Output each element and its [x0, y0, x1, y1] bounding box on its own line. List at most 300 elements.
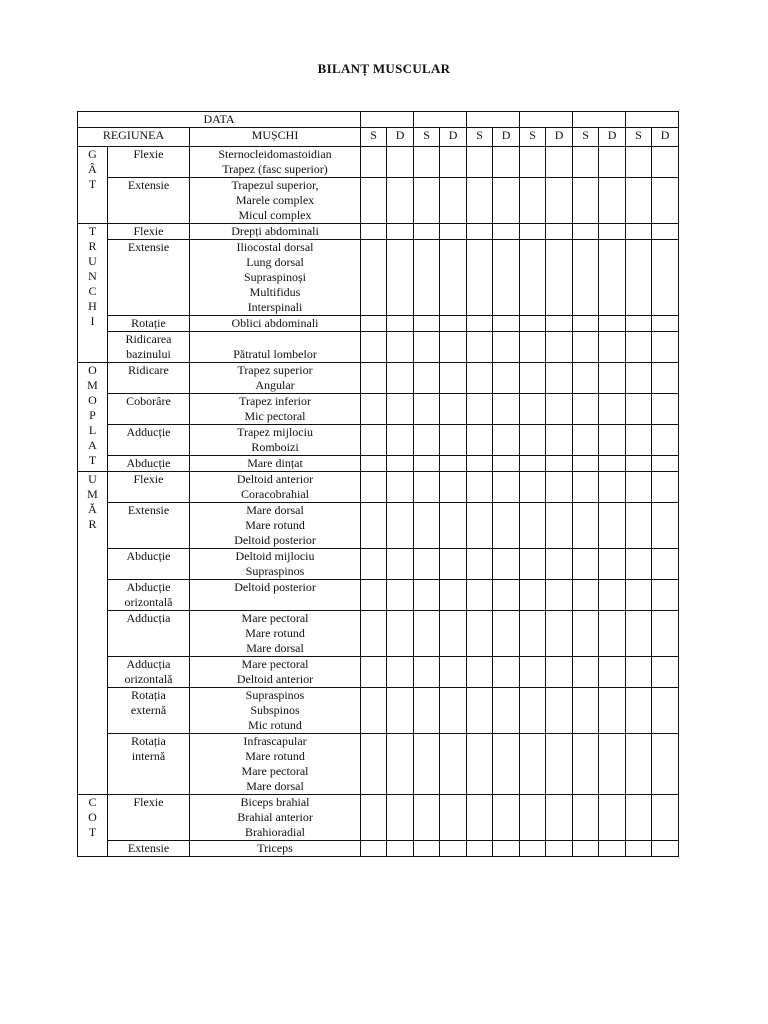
score-cell[interactable] — [361, 841, 387, 857]
date-cell[interactable] — [520, 112, 573, 128]
score-cell[interactable] — [520, 580, 546, 611]
score-cell[interactable] — [573, 472, 599, 503]
score-cell[interactable] — [599, 456, 626, 472]
score-cell[interactable] — [626, 688, 652, 734]
score-cell[interactable] — [652, 795, 679, 841]
score-cell[interactable] — [493, 224, 520, 240]
table-row — [78, 611, 679, 657]
score-cell[interactable] — [573, 688, 599, 734]
score-cell[interactable] — [626, 332, 652, 363]
score-cell[interactable] — [573, 611, 599, 657]
score-cell[interactable] — [520, 224, 546, 240]
score-cell[interactable] — [493, 841, 520, 857]
score-cell[interactable] — [467, 332, 493, 363]
score-cell[interactable] — [520, 734, 546, 795]
score-cell[interactable] — [440, 503, 467, 549]
score-cell[interactable] — [387, 841, 414, 857]
score-cell[interactable] — [493, 472, 520, 503]
score-cell[interactable] — [387, 332, 414, 363]
score-cell[interactable] — [414, 363, 440, 394]
side-label: D — [599, 128, 626, 147]
score-cell[interactable] — [414, 394, 440, 425]
score-cell[interactable] — [361, 549, 387, 580]
score-cell[interactable] — [493, 795, 520, 841]
score-cell[interactable] — [573, 394, 599, 425]
score-cell[interactable] — [387, 657, 414, 688]
movement-label — [108, 147, 190, 178]
score-cell[interactable] — [573, 363, 599, 394]
score-cell[interactable] — [414, 472, 440, 503]
score-cell[interactable] — [573, 316, 599, 332]
score-cell[interactable] — [520, 456, 546, 472]
movement-text: orizontală — [124, 672, 173, 686]
score-cell[interactable] — [467, 224, 493, 240]
score-cell[interactable] — [414, 224, 440, 240]
score-cell[interactable] — [520, 841, 546, 857]
date-cell[interactable] — [626, 112, 679, 128]
score-cell[interactable] — [599, 394, 626, 425]
score-cell[interactable] — [414, 657, 440, 688]
muscle-name: Romboizi — [251, 440, 299, 454]
score-cell[interactable] — [440, 734, 467, 795]
score-cell[interactable] — [440, 394, 467, 425]
score-cell[interactable] — [440, 363, 467, 394]
muscle-name: Iliocostal dorsal — [236, 240, 314, 254]
score-cell[interactable] — [440, 688, 467, 734]
score-cell[interactable] — [440, 316, 467, 332]
score-cell[interactable] — [361, 734, 387, 795]
score-cell[interactable] — [361, 224, 387, 240]
score-cell[interactable] — [467, 316, 493, 332]
table-row — [78, 456, 679, 472]
score-cell[interactable] — [387, 425, 414, 456]
score-cell[interactable] — [546, 240, 573, 316]
score-cell[interactable] — [652, 224, 679, 240]
score-cell[interactable] — [546, 657, 573, 688]
score-cell[interactable] — [493, 240, 520, 316]
score-cell[interactable] — [546, 795, 573, 841]
score-cell[interactable] — [493, 456, 520, 472]
score-cell[interactable] — [546, 841, 573, 857]
score-cell[interactable] — [493, 503, 520, 549]
region-letter: A — [88, 438, 97, 452]
score-cell[interactable] — [493, 332, 520, 363]
score-cell[interactable] — [626, 456, 652, 472]
region-letter: Ă — [88, 502, 97, 516]
score-cell[interactable] — [520, 549, 546, 580]
score-cell[interactable] — [467, 456, 493, 472]
muscle-name: Lung dorsal — [246, 255, 304, 269]
score-cell[interactable] — [573, 224, 599, 240]
score-cell[interactable] — [652, 549, 679, 580]
score-cell[interactable] — [361, 795, 387, 841]
score-cell[interactable] — [387, 456, 414, 472]
score-cell[interactable] — [573, 332, 599, 363]
score-cell[interactable] — [520, 425, 546, 456]
score-cell[interactable] — [361, 503, 387, 549]
score-cell[interactable] — [626, 425, 652, 456]
score-cell[interactable] — [361, 688, 387, 734]
score-cell[interactable] — [626, 549, 652, 580]
muscle-name: Deltoid anterior — [236, 472, 314, 486]
region-label — [78, 147, 108, 224]
score-cell[interactable] — [599, 549, 626, 580]
score-cell[interactable] — [467, 394, 493, 425]
score-cell[interactable] — [626, 224, 652, 240]
score-cell[interactable] — [467, 147, 493, 178]
score-cell[interactable] — [440, 657, 467, 688]
score-cell[interactable] — [652, 503, 679, 549]
score-cell[interactable] — [440, 456, 467, 472]
score-cell[interactable] — [626, 611, 652, 657]
score-cell[interactable] — [361, 425, 387, 456]
score-cell[interactable] — [414, 688, 440, 734]
score-cell[interactable] — [467, 841, 493, 857]
score-cell[interactable] — [414, 841, 440, 857]
score-cell[interactable] — [414, 178, 440, 224]
score-cell[interactable] — [652, 316, 679, 332]
score-cell[interactable] — [361, 472, 387, 503]
header-row-data — [78, 112, 679, 128]
score-cell[interactable] — [361, 363, 387, 394]
score-cell[interactable] — [546, 688, 573, 734]
score-cell[interactable] — [599, 332, 626, 363]
score-cell[interactable] — [626, 178, 652, 224]
score-cell[interactable] — [599, 688, 626, 734]
score-cell[interactable] — [467, 795, 493, 841]
movement-text: Abducție — [126, 549, 171, 563]
score-cell[interactable] — [573, 178, 599, 224]
score-cell[interactable] — [652, 580, 679, 611]
score-cell[interactable] — [626, 795, 652, 841]
score-cell[interactable] — [440, 240, 467, 316]
score-cell[interactable] — [599, 611, 626, 657]
muscle-name: Biceps brahial — [240, 795, 310, 809]
score-cell[interactable] — [467, 580, 493, 611]
region-letter: N — [88, 269, 97, 283]
score-cell[interactable] — [387, 611, 414, 657]
score-cell[interactable] — [467, 178, 493, 224]
score-cell[interactable] — [493, 363, 520, 394]
score-cell[interactable] — [493, 425, 520, 456]
score-cell[interactable] — [387, 316, 414, 332]
score-cell[interactable] — [387, 394, 414, 425]
score-cell[interactable] — [414, 795, 440, 841]
score-cell[interactable] — [467, 240, 493, 316]
muscle-list — [190, 611, 361, 657]
score-cell[interactable] — [387, 580, 414, 611]
score-cell[interactable] — [387, 734, 414, 795]
score-cell[interactable] — [546, 224, 573, 240]
score-cell[interactable] — [387, 688, 414, 734]
score-cell[interactable] — [626, 363, 652, 394]
score-cell[interactable] — [520, 316, 546, 332]
score-cell[interactable] — [546, 503, 573, 549]
score-cell[interactable] — [652, 734, 679, 795]
score-cell[interactable] — [652, 363, 679, 394]
score-cell[interactable] — [493, 549, 520, 580]
score-cell[interactable] — [387, 178, 414, 224]
score-cell[interactable] — [573, 734, 599, 795]
score-cell[interactable] — [626, 580, 652, 611]
score-cell[interactable] — [414, 147, 440, 178]
score-cell[interactable] — [652, 178, 679, 224]
score-cell[interactable] — [493, 580, 520, 611]
score-cell[interactable] — [626, 503, 652, 549]
muscle-name: Trapez superior — [237, 363, 313, 377]
date-cell[interactable] — [573, 112, 626, 128]
score-cell[interactable] — [414, 549, 440, 580]
score-cell[interactable] — [493, 178, 520, 224]
date-cell[interactable] — [467, 112, 520, 128]
muscle-name: Mare dorsal — [246, 641, 304, 655]
score-cell[interactable] — [573, 549, 599, 580]
score-cell[interactable] — [599, 472, 626, 503]
score-cell[interactable] — [546, 456, 573, 472]
score-cell[interactable] — [599, 425, 626, 456]
score-cell[interactable] — [361, 316, 387, 332]
score-cell[interactable] — [414, 580, 440, 611]
score-cell[interactable] — [573, 580, 599, 611]
score-cell[interactable] — [573, 147, 599, 178]
score-cell[interactable] — [440, 224, 467, 240]
region-letter: T — [88, 453, 97, 467]
score-cell[interactable] — [599, 240, 626, 316]
movement-label — [108, 503, 190, 549]
score-cell[interactable] — [626, 394, 652, 425]
score-cell[interactable] — [361, 611, 387, 657]
score-cell[interactable] — [493, 611, 520, 657]
score-cell[interactable] — [467, 363, 493, 394]
movement-text: internă — [131, 749, 166, 763]
score-cell[interactable] — [414, 611, 440, 657]
region-letter: M — [87, 378, 98, 392]
muscle-list — [190, 316, 361, 332]
muscle-list — [190, 240, 361, 316]
movement-text: orizontală — [124, 595, 173, 609]
score-cell[interactable] — [626, 316, 652, 332]
score-cell[interactable] — [467, 425, 493, 456]
score-cell[interactable] — [467, 503, 493, 549]
table-row — [78, 795, 679, 841]
muscle-list — [190, 688, 361, 734]
score-cell[interactable] — [652, 688, 679, 734]
score-cell[interactable] — [652, 147, 679, 178]
score-cell[interactable] — [387, 363, 414, 394]
score-cell[interactable] — [414, 316, 440, 332]
score-cell[interactable] — [546, 580, 573, 611]
score-cell[interactable] — [546, 425, 573, 456]
score-cell[interactable] — [520, 472, 546, 503]
score-cell[interactable] — [546, 178, 573, 224]
score-cell[interactable] — [626, 240, 652, 316]
score-cell[interactable] — [414, 503, 440, 549]
score-cell[interactable] — [520, 178, 546, 224]
score-cell[interactable] — [652, 240, 679, 316]
score-cell[interactable] — [573, 425, 599, 456]
score-cell[interactable] — [387, 549, 414, 580]
score-cell[interactable] — [652, 611, 679, 657]
score-cell[interactable] — [546, 332, 573, 363]
score-cell[interactable] — [440, 549, 467, 580]
movement-label — [108, 394, 190, 425]
score-cell[interactable] — [546, 611, 573, 657]
score-cell[interactable] — [493, 147, 520, 178]
score-cell[interactable] — [599, 580, 626, 611]
date-cell[interactable] — [414, 112, 467, 128]
score-cell[interactable] — [573, 841, 599, 857]
score-cell[interactable] — [387, 147, 414, 178]
score-cell[interactable] — [440, 472, 467, 503]
score-cell[interactable] — [440, 178, 467, 224]
score-cell[interactable] — [599, 363, 626, 394]
score-cell[interactable] — [599, 795, 626, 841]
score-cell[interactable] — [467, 611, 493, 657]
muschi-header: MUȘCHI — [190, 128, 361, 147]
score-cell[interactable] — [652, 394, 679, 425]
score-cell[interactable] — [626, 734, 652, 795]
score-cell[interactable] — [440, 425, 467, 456]
score-cell[interactable] — [652, 332, 679, 363]
side-label: D — [652, 128, 679, 147]
movement-text: Adducție — [126, 425, 171, 439]
table-row — [78, 316, 679, 332]
score-cell[interactable] — [599, 657, 626, 688]
score-cell[interactable] — [573, 503, 599, 549]
score-cell[interactable] — [387, 795, 414, 841]
score-cell[interactable] — [440, 580, 467, 611]
score-cell[interactable] — [652, 472, 679, 503]
score-cell[interactable] — [467, 657, 493, 688]
score-cell[interactable] — [387, 472, 414, 503]
score-cell[interactable] — [467, 549, 493, 580]
score-cell[interactable] — [599, 224, 626, 240]
score-cell[interactable] — [546, 472, 573, 503]
score-cell[interactable] — [467, 472, 493, 503]
score-cell[interactable] — [652, 425, 679, 456]
score-cell[interactable] — [520, 688, 546, 734]
table-row — [78, 332, 679, 363]
score-cell[interactable] — [361, 178, 387, 224]
score-cell[interactable] — [573, 657, 599, 688]
score-cell[interactable] — [440, 841, 467, 857]
score-cell[interactable] — [546, 549, 573, 580]
data-header: DATA — [78, 112, 361, 128]
score-cell[interactable] — [361, 240, 387, 316]
score-cell[interactable] — [361, 657, 387, 688]
muscle-list — [190, 795, 361, 841]
score-cell[interactable] — [626, 147, 652, 178]
score-cell[interactable] — [467, 688, 493, 734]
region-letter: O — [88, 393, 97, 407]
score-cell[interactable] — [652, 657, 679, 688]
score-cell[interactable] — [626, 841, 652, 857]
movement-text: Abducție — [126, 580, 171, 594]
muscle-name: Multifidus — [249, 285, 301, 299]
score-cell[interactable] — [652, 841, 679, 857]
score-cell[interactable] — [520, 795, 546, 841]
score-cell[interactable] — [387, 503, 414, 549]
score-cell[interactable] — [414, 240, 440, 316]
score-cell[interactable] — [573, 795, 599, 841]
side-label: S — [573, 128, 599, 147]
score-cell[interactable] — [546, 394, 573, 425]
score-cell[interactable] — [546, 316, 573, 332]
movement-text: Abducție — [126, 456, 171, 470]
score-cell[interactable] — [414, 456, 440, 472]
table-row — [78, 503, 679, 549]
score-cell[interactable] — [361, 332, 387, 363]
region-label — [78, 795, 108, 857]
score-cell[interactable] — [520, 363, 546, 394]
score-cell[interactable] — [520, 503, 546, 549]
muscle-name: Mare dințat — [247, 456, 303, 470]
movement-text: Rotație — [131, 316, 166, 330]
score-cell[interactable] — [546, 363, 573, 394]
region-label — [78, 363, 108, 472]
score-cell[interactable] — [493, 657, 520, 688]
muscle-name: Mare pectoral — [241, 657, 309, 671]
score-cell[interactable] — [520, 240, 546, 316]
score-cell[interactable] — [626, 472, 652, 503]
muscle-list — [190, 734, 361, 795]
score-cell[interactable] — [599, 147, 626, 178]
score-cell[interactable] — [520, 657, 546, 688]
score-cell[interactable] — [467, 734, 493, 795]
date-cell[interactable] — [361, 112, 414, 128]
score-cell[interactable] — [440, 332, 467, 363]
score-cell[interactable] — [493, 688, 520, 734]
score-cell[interactable] — [599, 503, 626, 549]
score-cell[interactable] — [414, 734, 440, 795]
score-cell[interactable] — [520, 332, 546, 363]
score-cell[interactable] — [520, 394, 546, 425]
score-cell[interactable] — [573, 240, 599, 316]
score-cell[interactable] — [414, 332, 440, 363]
score-cell[interactable] — [440, 611, 467, 657]
score-cell[interactable] — [520, 611, 546, 657]
muscle-name: Mare rotund — [245, 518, 305, 532]
score-cell[interactable] — [387, 240, 414, 316]
score-cell[interactable] — [652, 456, 679, 472]
score-cell[interactable] — [387, 224, 414, 240]
score-cell[interactable] — [546, 734, 573, 795]
score-cell[interactable] — [599, 841, 626, 857]
score-cell[interactable] — [599, 734, 626, 795]
score-cell[interactable] — [361, 456, 387, 472]
score-cell[interactable] — [414, 425, 440, 456]
score-cell[interactable] — [361, 580, 387, 611]
score-cell[interactable] — [361, 394, 387, 425]
score-cell[interactable] — [440, 147, 467, 178]
score-cell[interactable] — [493, 734, 520, 795]
score-cell[interactable] — [626, 657, 652, 688]
score-cell[interactable] — [493, 316, 520, 332]
muscle-list — [190, 657, 361, 688]
table-row — [78, 734, 679, 795]
score-cell[interactable] — [573, 456, 599, 472]
score-cell[interactable] — [546, 147, 573, 178]
region-letter: P — [89, 408, 96, 422]
score-cell[interactable] — [361, 147, 387, 178]
score-cell[interactable] — [440, 795, 467, 841]
score-cell[interactable] — [599, 316, 626, 332]
table-row — [78, 580, 679, 611]
score-cell[interactable] — [520, 147, 546, 178]
muscle-list — [190, 394, 361, 425]
score-cell[interactable] — [599, 178, 626, 224]
score-cell[interactable] — [493, 394, 520, 425]
